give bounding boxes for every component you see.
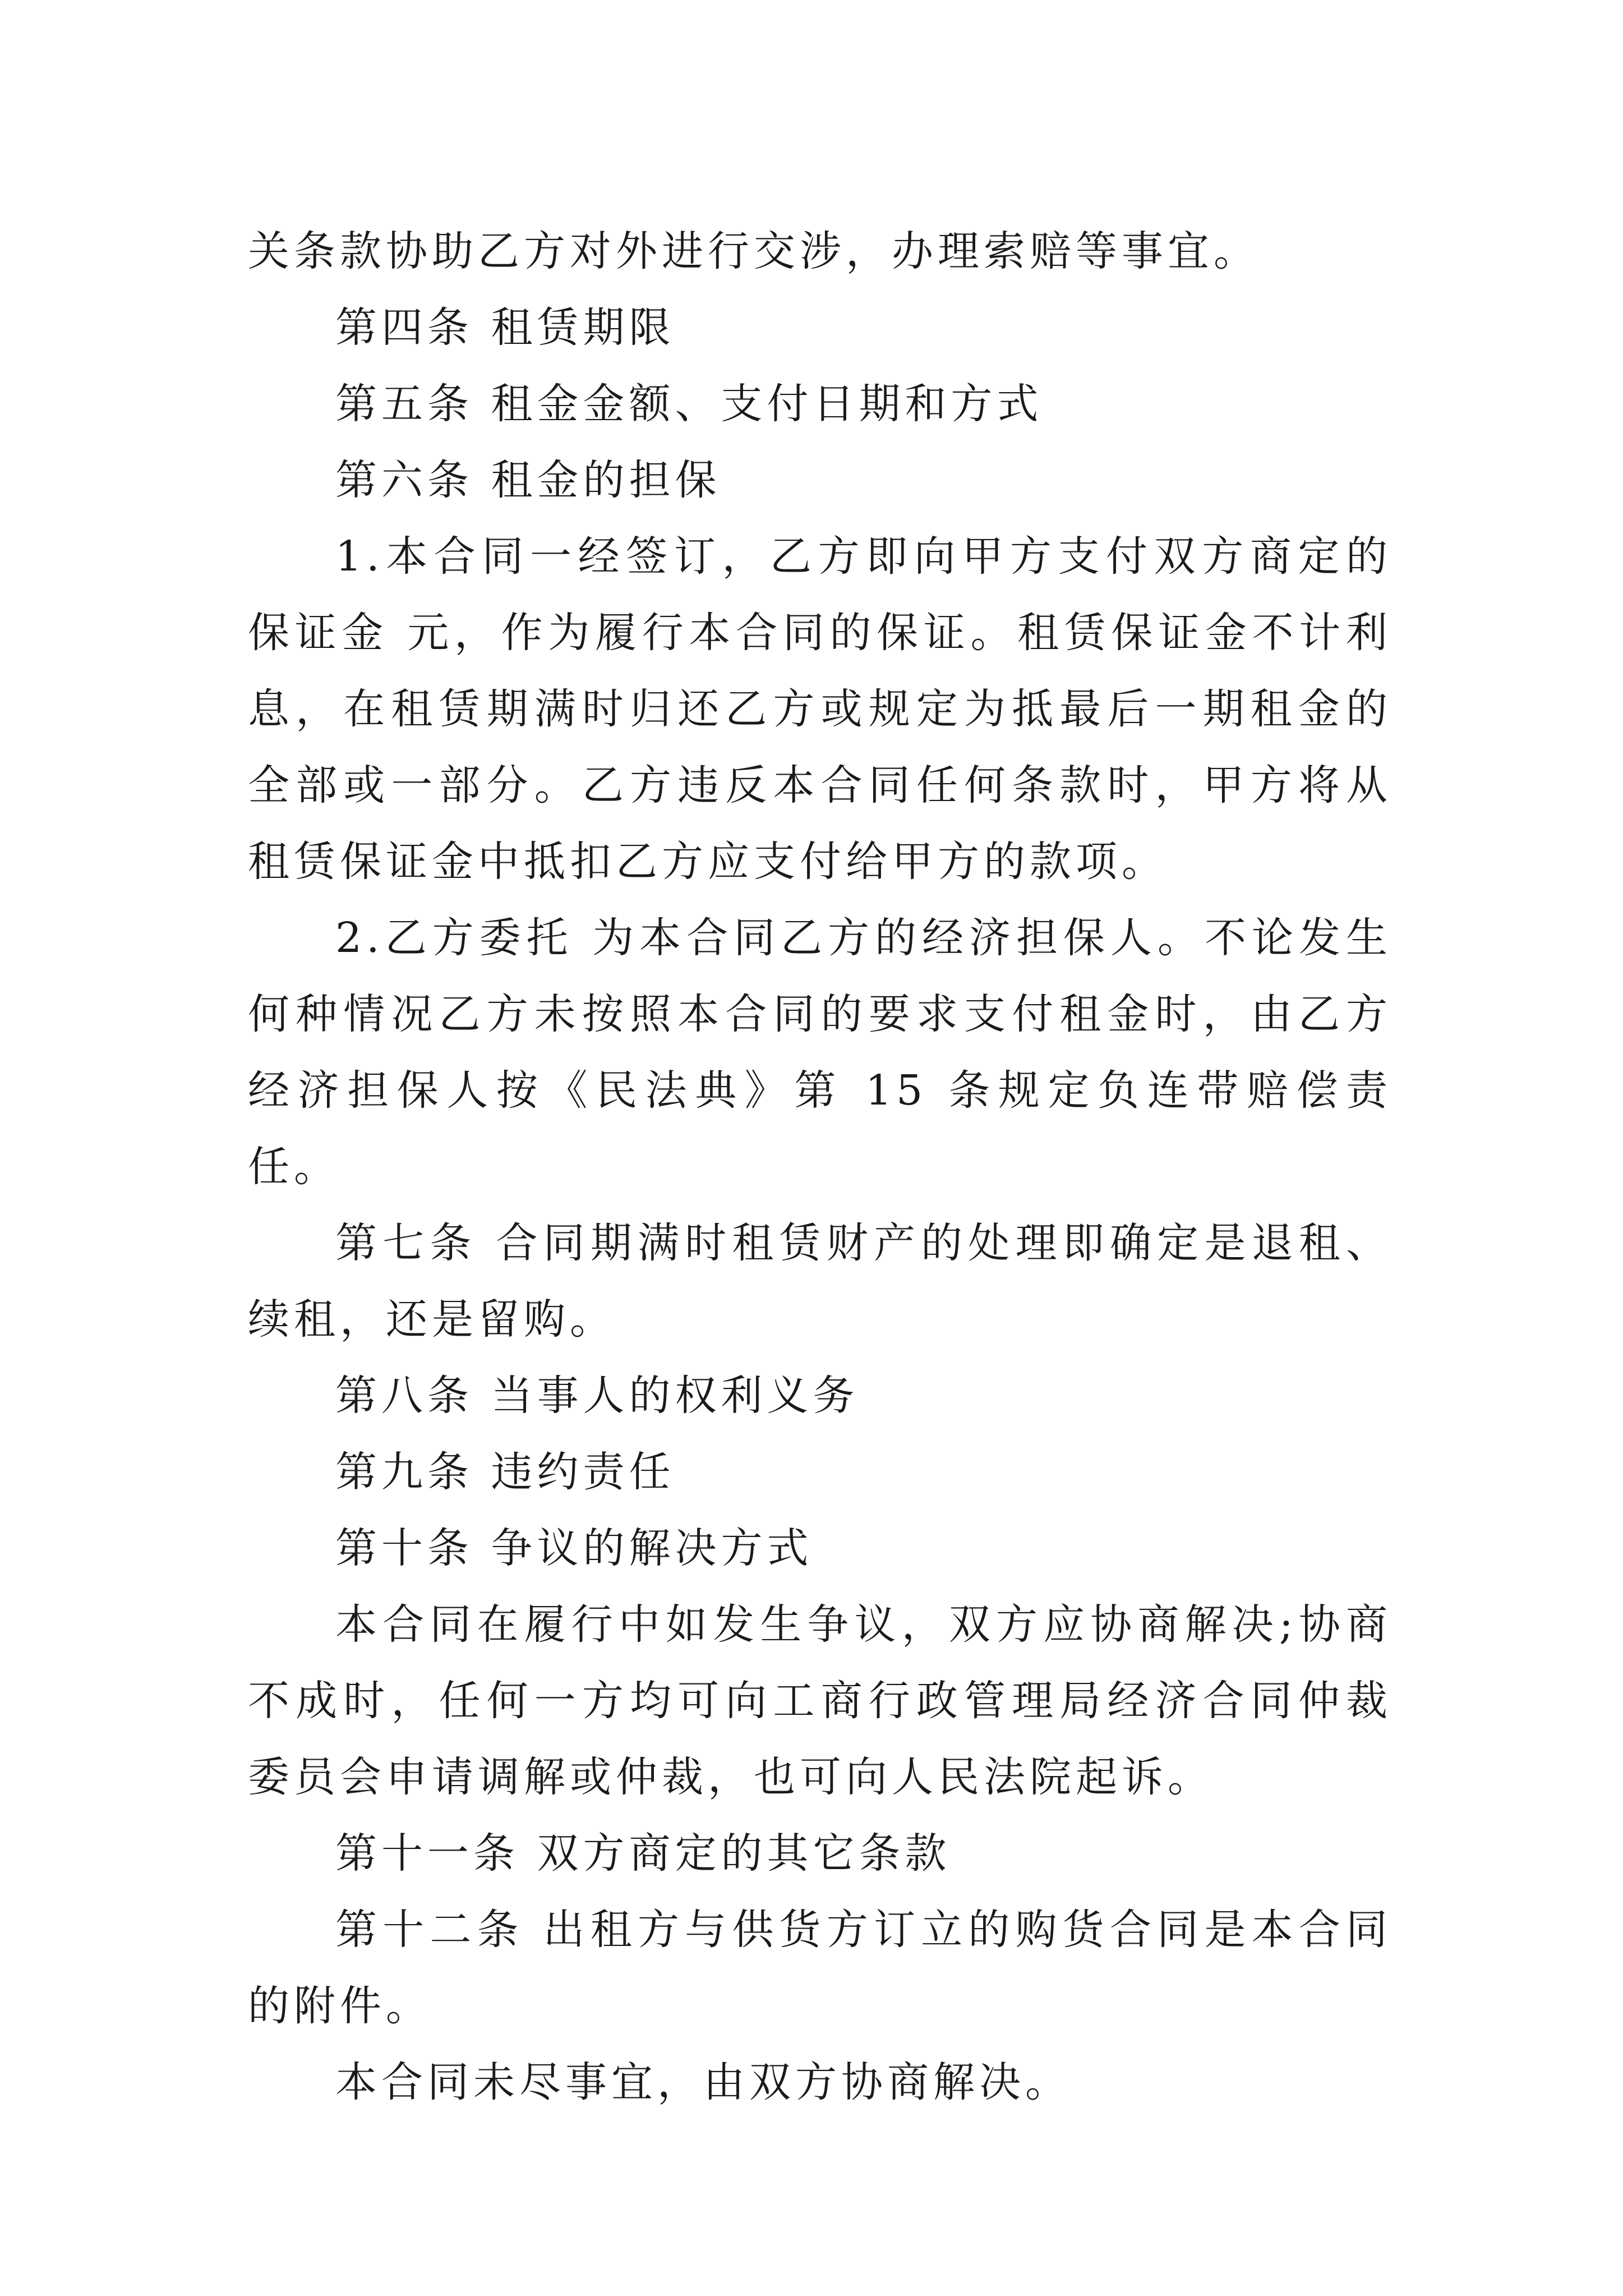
paragraph-continuation: 关条款协助乙方对外进行交涉，办理索赔等事宜。 [248,227,1260,275]
clause-10-heading: 第十条 争议的解决方式 [335,1524,813,1572]
clause-4-heading: 第四条 租赁期限 [335,303,675,352]
dispute-resolution-paragraph: 本合同在履行中如发生争议，双方应协商解决;协商不成时，任何一方均可向工商行政管理局经济合同仲裁委员会申请调解或仲裁，也可向人民法院起诉。 [248,1600,1392,1801]
clause-11-heading: 第十一条 双方商定的其它条款 [335,1829,951,1878]
clause-5-heading: 第五条 租金金额、支付日期和方式 [335,380,1043,428]
clause-9-heading: 第九条 违约责任 [335,1448,675,1496]
clause-8-heading: 第八条 当事人的权利义务 [335,1372,859,1420]
closing-paragraph: 本合同未尽事宜，由双方协商解决。 [335,2058,1071,2106]
clause-6-item-2: 2.乙方委托 为本合同乙方的经济担保人。不论发生何种情况乙方未按照本合同的要求支付租金时，由乙方经济担保人按《民法典》第 15 条规定负连带赔偿责任。 [248,914,1392,1191]
clause-12: 第十二条 出租方与供货方订立的购货合同是本合同的附件。 [248,1906,1392,2030]
clause-6-item-1: 1.本合同一经签订，乙方即向甲方支付双方商定的保证金 元，作为履行本合同的保证。租赁保证金不计利息，在租赁期满时归还乙方或规定为抵最后一期租金的全部或一部分。乙方违反本合同任何条款时，甲方将从租赁保证金中抵扣乙方应支付给甲方的款项。 [248,532,1392,886]
clause-6-heading: 第六条 租金的担保 [335,456,721,504]
clause-7: 第七条 合同期满时租赁财产的处理即确定是退租、续租，还是留购。 [248,1219,1392,1343]
document-body [248,213,1392,2120]
